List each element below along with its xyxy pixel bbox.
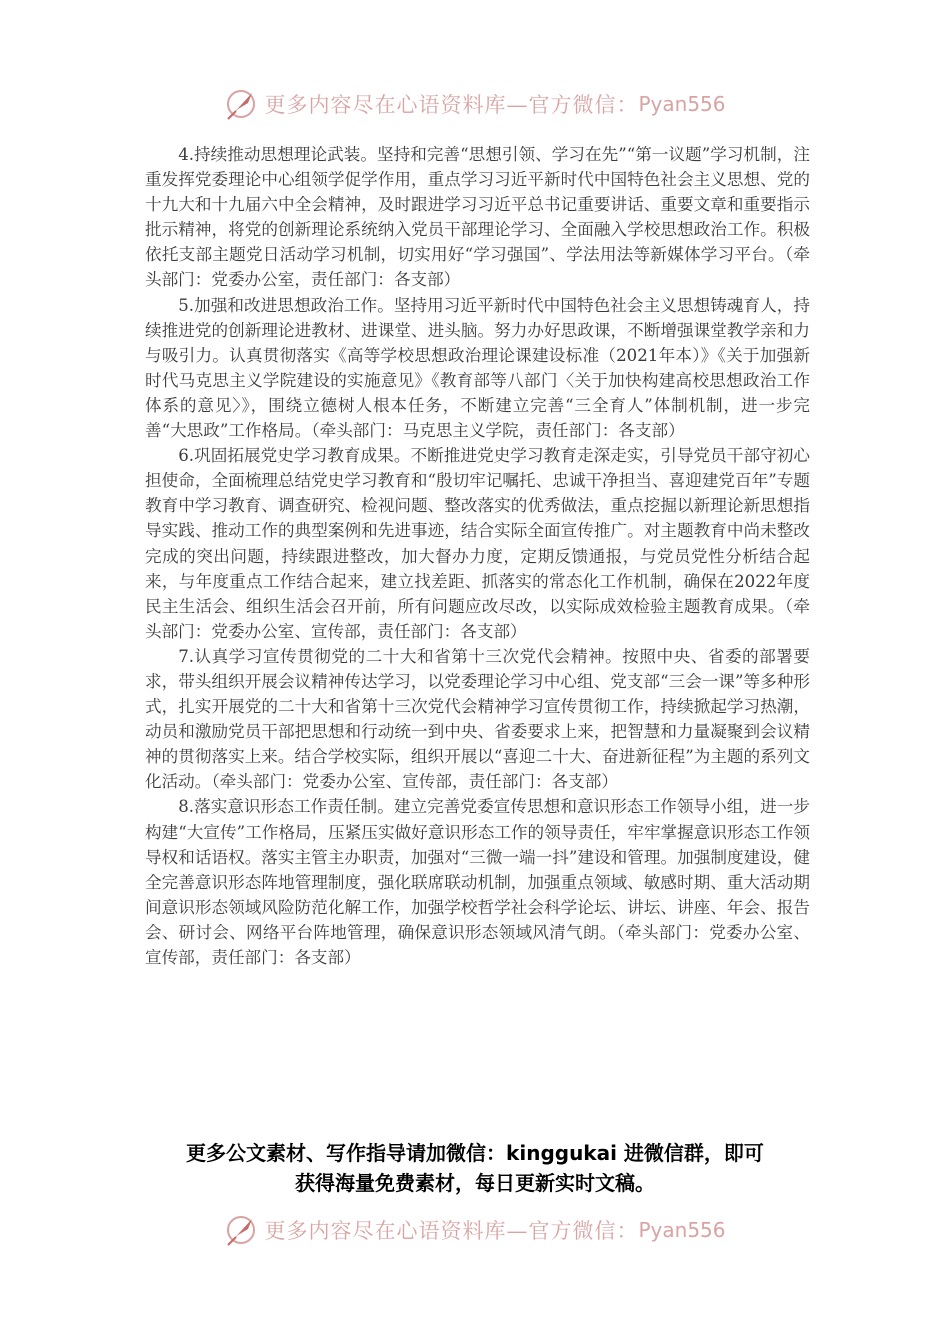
footer-watermark — [0, 1210, 950, 1250]
quill-logo-icon — [224, 1213, 258, 1247]
document-body — [145, 142, 810, 970]
watermark-text: 更多内容尽在心语资料库—官方微信： — [264, 93, 639, 117]
watermark-text: 更多内容尽在心语资料库—官方微信： — [264, 1219, 639, 1243]
watermark-wechat-id: Pyan556 — [638, 1218, 726, 1242]
paragraph-7: 7.认真学习宣传贯彻党的二十大和省第十三次党代会精神。按照中央、省委的部署要求，带头组织开展会议精神传达学习，以党委理论学习中心组、党支部“三会一课”等多种形式，扎实开展党的二十大和省第十三次党代会精神学习宣传贯彻工作，持续掀起学习热潮，动员和激励党员干部把思想和行动统一到中央、省委要求上来，把智慧和力量凝聚到会议精神的贯彻落实上来。结合学校实际，组织开展以“喜迎二十大、奋进新征程”为主题的系列文化活动。（牵头部门：党委办公室、宣传部，责任部门：各支部） — [145, 646, 810, 792]
promo-notice — [120, 1138, 830, 1198]
paragraph-6: 6.巩固拓展党史学习教育成果。不断推进党史学习教育走深走实，引导党员干部守初心担使命，全面梳理总结党史学习教育和“殷切牢记嘱托、忠诚干净担当、喜迎建党百年”专题教育中学习教育、调查研究、检视问题、整改落实的优秀做法，重点挖掘以新理论新思想指导实践、推动工作的典型案例和先进事迹，结合实际全面宣传推广。对主题教育中尚未整改完成的突出问题，持续跟进整改，加大督办力度，定期反馈通报，与党员党性分析结合起来，与年度重点工作结合起来，建立找差距、抓落实的常态化工作机制，确保在2022年度民主生活会、组织生活会召开前，所有问题应改尽改，以实际成效检验主题教育成果。（牵头部门：党委办公室、宣传部，责任部门：各支部） — [145, 446, 810, 641]
paragraph-8: 8.落实意识形态工作责任制。建立完善党委宣传思想和意识形态工作领导小组，进一步构建“大宣传”工作格局，压紧压实做好意识形态工作的领导责任，牢牢掌握意识形态工作领导权和话语权。落实主管主办职责，加强对“三微一端一抖”建设和管理。加强制度建设，健全完善意识形态阵地管理制度，强化联席联动机制，加强重点领域、敏感时期、重大活动期间意识形态领域风险防范化解工作，加强学校哲学社会科学论坛、讲坛、讲座、年会、报告会、研讨会、网络平台阵地管理，确保意识形态领域风清气朗。（牵头部门：党委办公室、宣传部，责任部门：各支部） — [145, 797, 810, 967]
promo-line-2: 获得海量免费素材，每日更新实时文稿。 — [295, 1171, 655, 1195]
header-watermark — [0, 84, 950, 124]
quill-logo-icon — [224, 87, 258, 121]
watermark-wechat-id: Pyan556 — [638, 92, 726, 116]
paragraph-5: 5.加强和改进思想政治工作。坚持用习近平新时代中国特色社会主义思想铸魂育人，持续推进党的创新理论进教材、进课堂、进头脑。努力办好思政课，不断增强课堂教学亲和力与吸引力。认真贯彻落实《高等学校思想政治理论课建设标准（2021年本）》《关于加强新时代马克思主义学院建设的实施意见》《教育部等八部门〈关于加快构建高校思想政治工作体系的意见〉》，围绕立德树人根本任务，不断建立完善“三全育人”体制机制，进一步完善“大思政”工作格局。（牵头部门：马克思主义学院，责任部门：各支部） — [145, 295, 810, 441]
promo-line-1: 更多公文素材、写作指导请加微信：kinggukai 进微信群，即可 — [186, 1141, 764, 1165]
paragraph-4: 4.持续推动思想理论武装。坚持和完善“思想引领、学习在先”“第一议题”学习机制，注重发挥党委理论中心组领学促学作用，重点学习习近平新时代中国特色社会主义思想、党的十九大和十九届六中全会精神，及时跟进学习习近平总书记重要讲话、重要文章和重要指示批示精神，将党的创新理论系统纳入党员干部理论学习、全面融入学校思想政治工作。积极依托支部主题党日活动学习机制，切实用好“学习强国”、学法用法等新媒体学习平台。（牵头部门：党委办公室，责任部门：各支部） — [145, 145, 810, 290]
